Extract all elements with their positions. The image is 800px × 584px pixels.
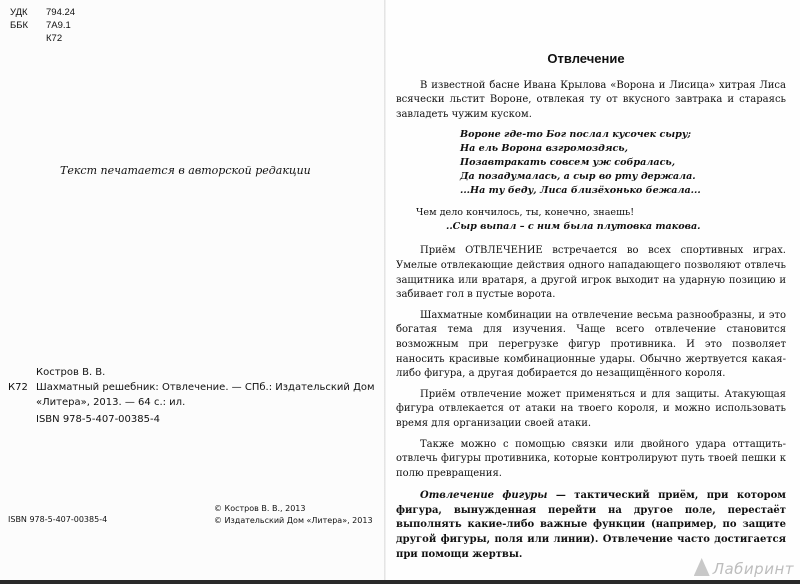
left-page [0, 0, 386, 584]
fable-ending-line: Чем дело кончилось, ты, конечно, знаешь! [416, 207, 635, 219]
paragraph-defense: Приём отвлечение может применяться и для защиты. Атакующая фигура отвлекается от атаки на твоего короля, и можно использовать время для организации своей атаки. [396, 388, 786, 429]
copyright-publisher: © Издательский Дом «Литера», 2013 [214, 516, 373, 525]
watermark-text: Лабиринт [712, 560, 794, 578]
fable-quote [460, 128, 786, 198]
isbn-bottom: ISBN 978-5-407-00385-4 [8, 515, 108, 524]
definition-body: — тактический приём, при котором фигура, вынужденная перейти на другое поле, перестаёт выполнять какие-либо важные функции (например, по защите другой фигуры, поля или линии). Отвлечение часто достигается при помощи жертвы. [396, 490, 786, 560]
code-label: ББК [10, 20, 29, 31]
library-code-bbk [10, 19, 75, 32]
chapter-title: Отвлечение [547, 51, 625, 66]
watermark [694, 558, 794, 578]
biblio-code: К72 [8, 382, 28, 393]
poem-line: Да позадумалась, а сыр во рту держала. [460, 171, 696, 183]
paragraph-pin-fork: Также можно с помощью связки или двойного удара оттащить-отвлечь фигуры противника, которые контролируют путь твоей пешки к полю превращения. [396, 438, 786, 479]
fable-ending-bold-line: ..Сыр выпал – с ним была плутовка такова. [446, 221, 701, 233]
definition [396, 489, 786, 562]
library-code-udk [10, 6, 75, 19]
poem-line: ...На ту беду, Лиса близёхонько бежала... [460, 185, 701, 197]
paragraph-chess-combinations: Шахматные комбинации на отвлечение весьма разнообразны, и это богатая тема для изучения. Чаще всего отвлечение становится возможным при перегрузке фигур противника. И это позволяет наносить красивые комбинационные удары. Обычно жертвуется какая-либо фигура, а другая добирается до незащищённого короля. [396, 309, 786, 380]
code-value: 7А9.1 [46, 20, 71, 31]
poem-line: Позавтракать совсем уж собралась, [460, 157, 676, 169]
poem-line: На ель Ворона взгромоздясь, [460, 143, 628, 155]
code-value: 794.24 [46, 7, 76, 18]
copyright-author: © Костров В. В., 2013 [214, 504, 306, 513]
bottom-edge [0, 580, 800, 584]
intro-paragraph: В известной басне Ивана Крылова «Ворона и Лисица» хитрая Лиса всячески льстит Вороне, отвлекая ту от вкусного завтрака и стараясь завладеть чужим куском. [396, 79, 786, 120]
poem-line: Вороне где-то Бог послал кусочек сыру; [460, 129, 692, 141]
fable-ending [416, 206, 786, 234]
biblio-line2: «Литера», 2013. — 64 с.: ил. [36, 397, 186, 408]
copyright-block [214, 503, 373, 527]
bibliographic-record [8, 365, 378, 427]
library-codes [10, 6, 75, 45]
author-edition-note: Текст печатается в авторской редакции [60, 164, 311, 177]
code-label [10, 32, 38, 45]
biblio-line1 [8, 380, 378, 395]
chapter-content [396, 52, 786, 572]
library-code-author [10, 32, 75, 45]
labyrinth-logo-icon [694, 558, 710, 576]
code-value: К72 [46, 33, 63, 44]
biblio-author: Костров В. В. [36, 367, 106, 378]
code-label: УДК [10, 7, 28, 18]
paragraph-sports: Приём ОТВЛЕЧЕНИЕ встречается во всех спортивных играх. Умелые отвлекающие действия одного нападающего позволяют отвлечь защитника или вратаря, а другой игрок выходит на ударную позицию и забивает гол в пустые ворота. [396, 245, 786, 301]
biblio-isbn: ISBN 978-5-407-00385-4 [36, 414, 160, 425]
definition-term: Отвлечение фигуры [420, 490, 548, 502]
biblio-line1-text: Шахматный решебник: Отвлечение. — СПб.: Издательский Дом [36, 382, 375, 393]
